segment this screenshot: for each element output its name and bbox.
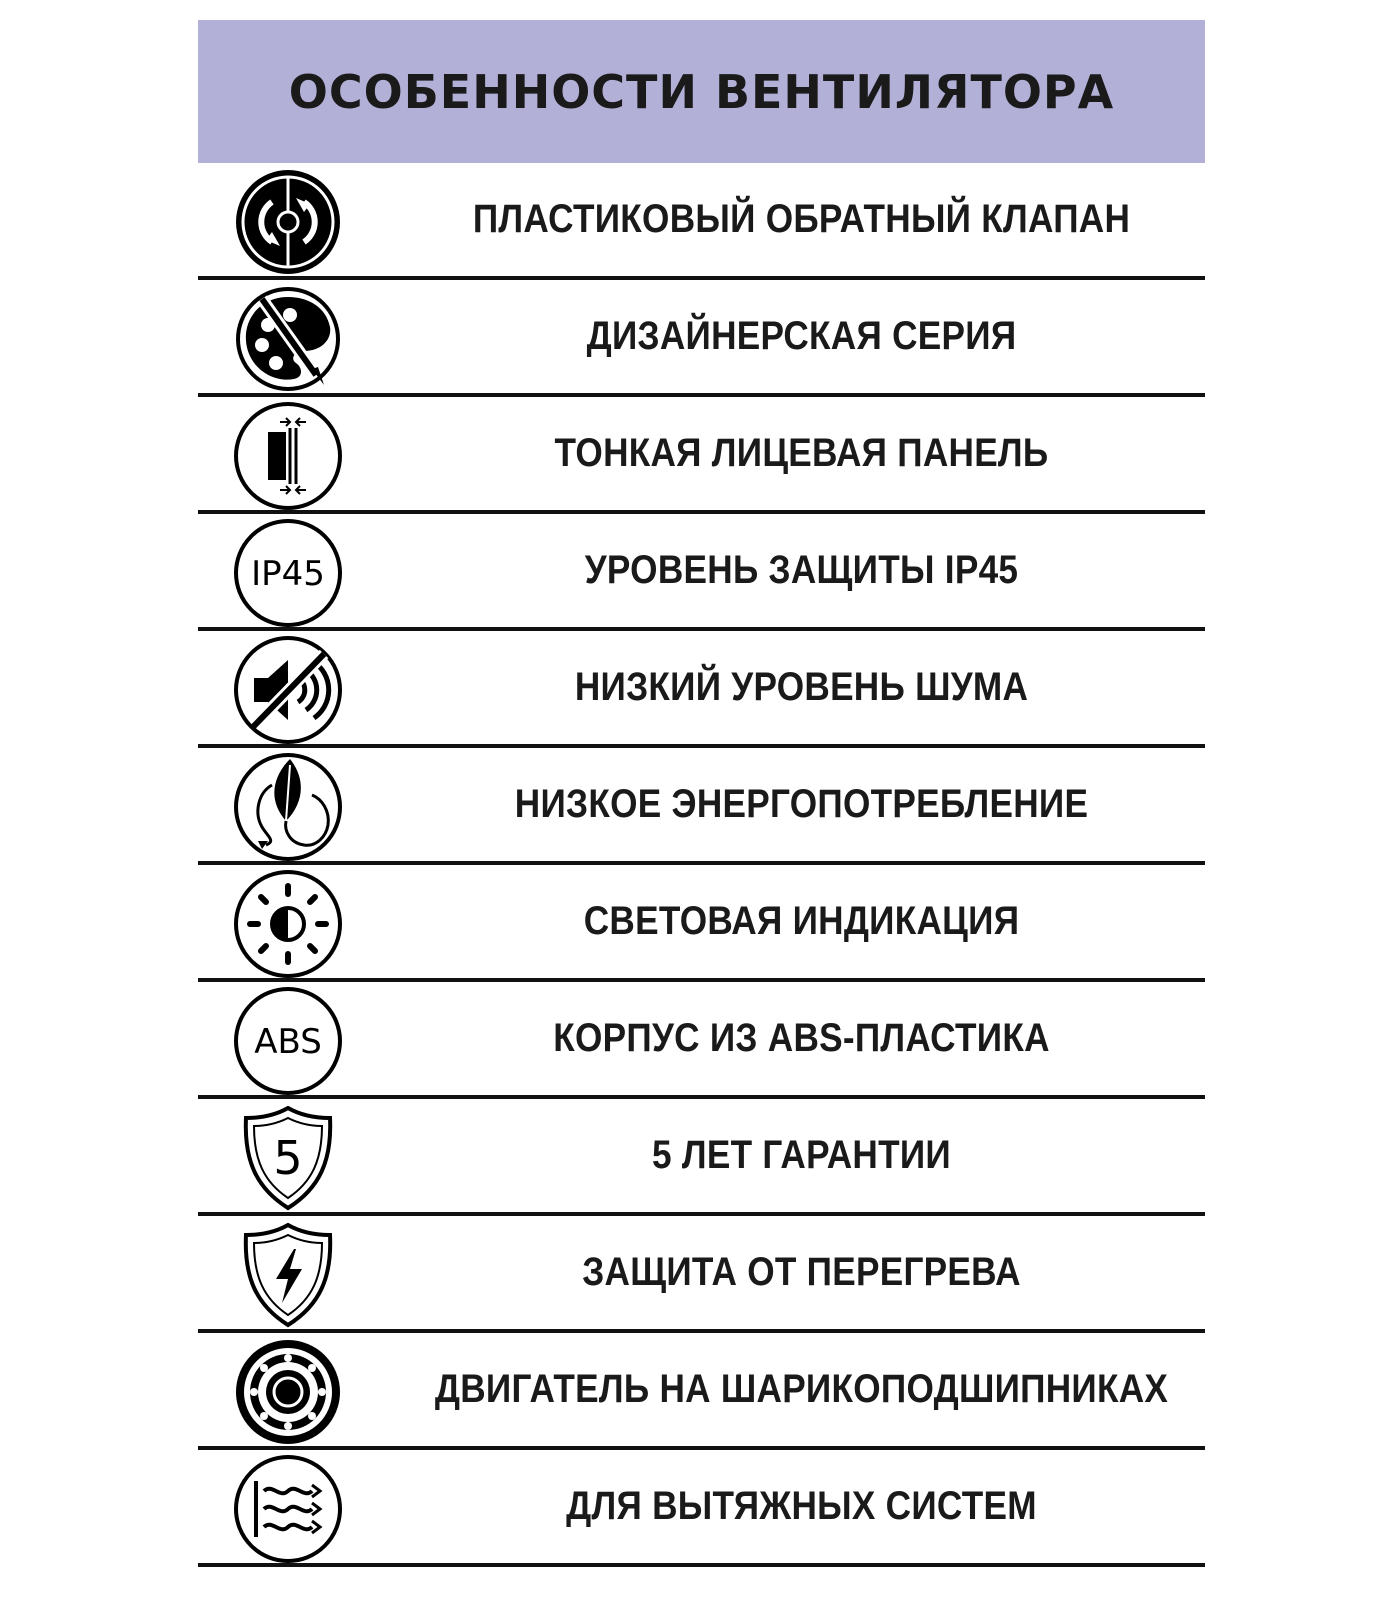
light-indicator-icon [232, 868, 344, 980]
feature-row [198, 631, 1205, 748]
feature-label: КОРПУС ИЗ ABS-ПЛАСТИКА [553, 1016, 1050, 1060]
feature-label: ДИЗАЙНЕРСКАЯ СЕРИЯ [586, 314, 1017, 358]
feature-row [198, 1216, 1205, 1333]
feature-label: ДЛЯ ВЫТЯЖНЫХ СИСТЕМ [566, 1484, 1037, 1528]
feature-label: НИЗКОЕ ЭНЕРГОПОТРЕБЛЕНИЕ [514, 782, 1089, 826]
ball-bearing-icon [232, 1336, 344, 1448]
exhaust-airflow-icon [232, 1453, 344, 1565]
feature-label: НИЗКИЙ УРОВЕНЬ ШУМА [574, 665, 1029, 709]
features-table [198, 20, 1205, 1567]
low-noise-icon [232, 634, 344, 746]
ip45-icon [232, 517, 344, 629]
feature-row [198, 982, 1205, 1099]
feature-row [198, 865, 1205, 982]
table-header [198, 20, 1205, 163]
feature-label: СВЕТОВАЯ ИНДИКАЦИЯ [583, 899, 1020, 943]
feature-label: УРОВЕНЬ ЗАЩИТЫ IP45 [584, 548, 1019, 592]
feature-row [198, 1333, 1205, 1450]
abs-icon-text: ABS [254, 1022, 322, 1062]
feature-label: 5 ЛЕТ ГАРАНТИИ [651, 1133, 952, 1177]
feature-row [198, 280, 1205, 397]
feature-row [198, 514, 1205, 631]
thin-panel-icon [232, 400, 344, 512]
feature-row [198, 397, 1205, 514]
feature-label: ЗАЩИТА ОТ ПЕРЕГРЕВА [582, 1250, 1021, 1294]
page-title: ОСОБЕННОСТИ ВЕНТИЛЯТОРА [288, 64, 1115, 119]
feature-label: ПЛАСТИКОВЫЙ ОБРАТНЫЙ КЛАПАН [472, 197, 1131, 241]
abs-icon [232, 985, 344, 1097]
feature-label: ДВИГАТЕЛЬ НА ШАРИКОПОДШИПНИКАХ [434, 1367, 1169, 1411]
check-valve-icon [232, 166, 344, 278]
overheat-shield-icon [232, 1219, 344, 1331]
warranty-shield-icon [232, 1102, 344, 1214]
feature-row [198, 748, 1205, 865]
ip45-icon-text: IP45 [251, 554, 325, 594]
feature-row [198, 1450, 1205, 1567]
feature-label: ТОНКАЯ ЛИЦЕВАЯ ПАНЕЛЬ [554, 431, 1049, 475]
leaf-icon [232, 751, 344, 863]
feature-row [198, 1099, 1205, 1216]
warranty-icon-text: 5 [273, 1131, 303, 1185]
feature-row [198, 163, 1205, 280]
palette-icon [232, 283, 344, 395]
